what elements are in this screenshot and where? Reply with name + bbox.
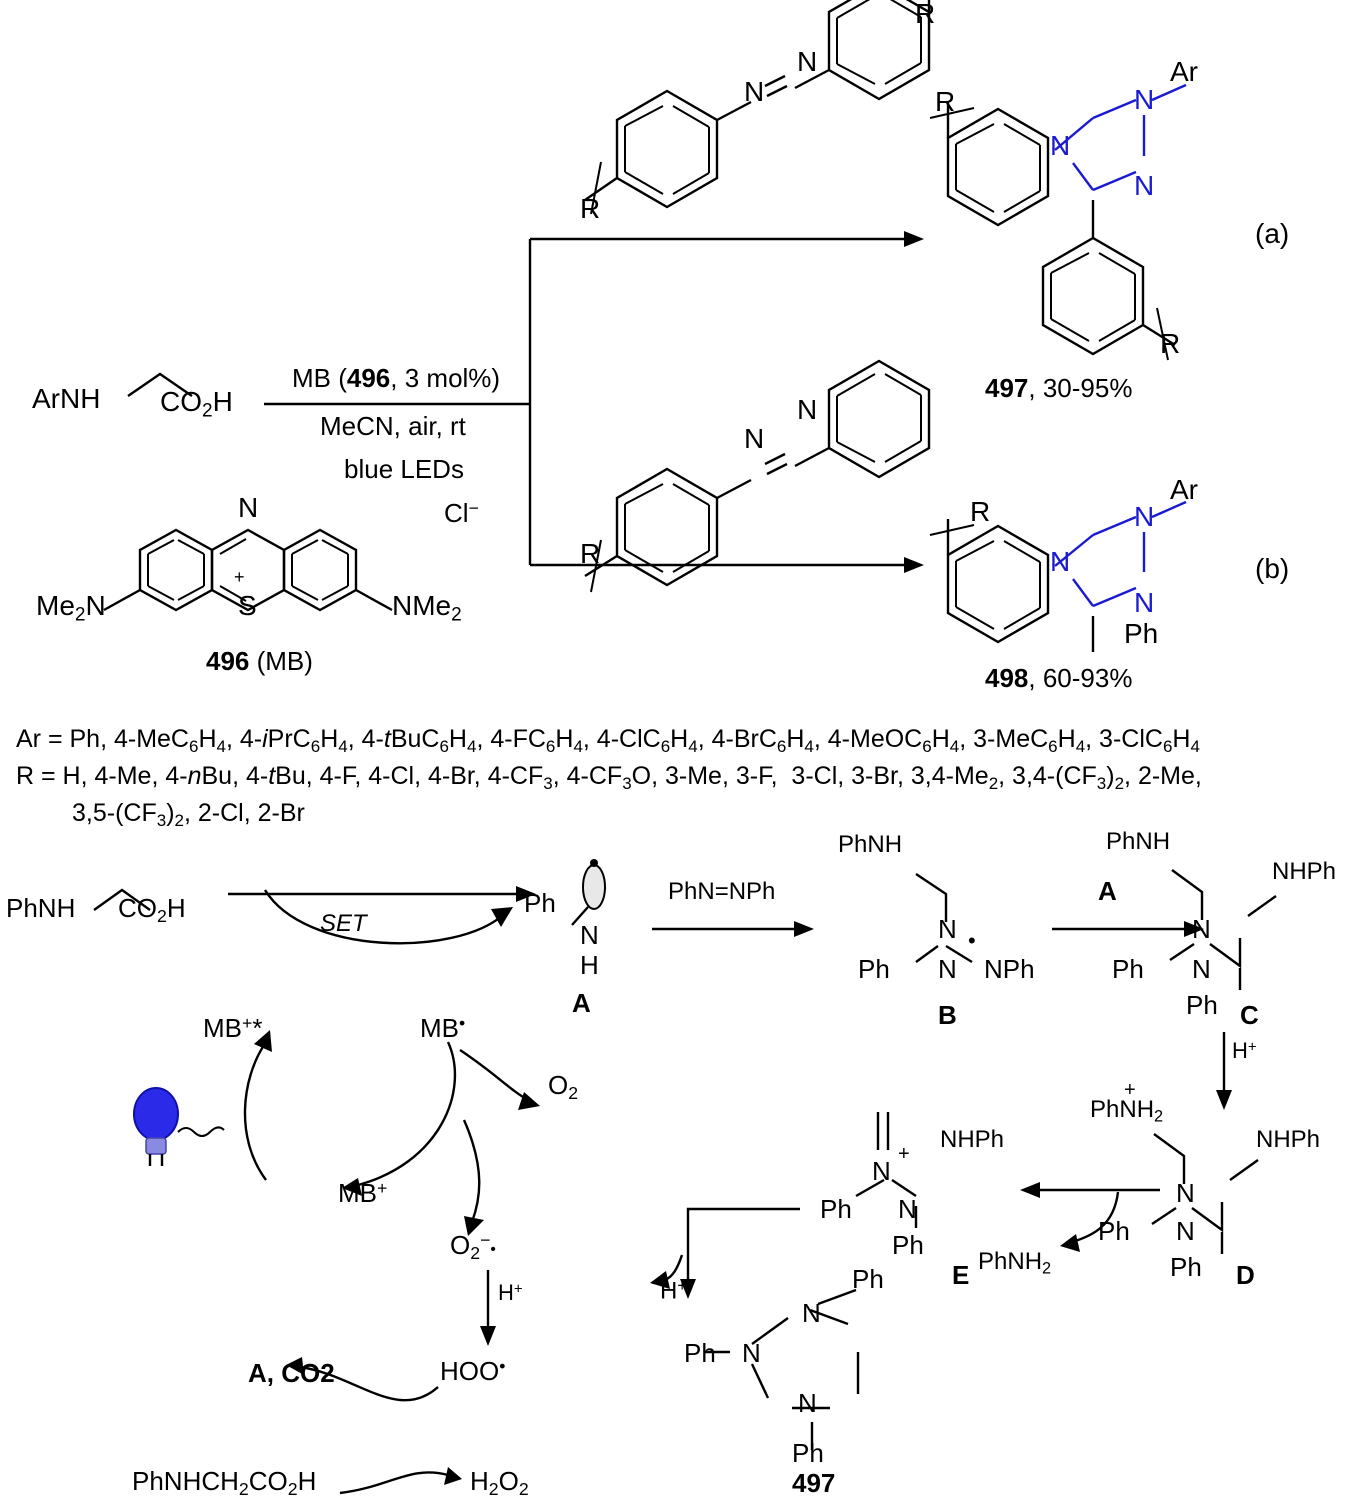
mech-start-phnh: PhNH [6, 893, 76, 923]
legend-r-line1: R = H, 4-Me, 4-nBu, 4-tBu, 4-F, 4-Cl, 4-Br, $4-CF_3$, $4-CF_3O$, 3-Me, 3-F, 3-Cl, 3-Br, $3,4-Me_2$, $3,4-(CF_3)_2$, 2-Me, [16, 761, 1202, 793]
mech-proton-loss-label: H+ [660, 1277, 687, 1305]
mech-step-C-to-D-label: H+ [1232, 1038, 1257, 1063]
reagent-a-n2: N [797, 46, 818, 77]
mech-D-top-left: PhNH$_2$ [1090, 1096, 1164, 1126]
mech-B-n-bottom: N [938, 954, 957, 984]
mech-B-label: B [938, 1000, 957, 1030]
substituent-legend [16, 722, 1336, 833]
product-497-structure [930, 56, 1260, 370]
catalyst-ring-n: N [238, 492, 259, 523]
reagent-b-n2: N [797, 394, 818, 425]
product-497-n-left: N [1050, 130, 1071, 161]
mech-product-n-bottom: N [798, 1388, 817, 1418]
mech-D-top-right: NHPh [1256, 1126, 1321, 1153]
reagent-azobenzene-a [555, 10, 975, 240]
product-498-n-top: N [1134, 501, 1155, 532]
mech-C-n2: N [1192, 954, 1211, 984]
catalyst-left-nme2: $Me_2N$ [36, 590, 106, 626]
mech-E-n-plus: N [872, 1156, 891, 1186]
mech-C-ph-bottom: Ph [1186, 990, 1218, 1020]
mech-step-D-to-E-label: PhNH$_2$ [978, 1248, 1052, 1278]
cycle-oxygen: $O_2$ [548, 1070, 579, 1103]
mech-product-n-left: N [742, 1338, 761, 1368]
mech-D-label: D [1236, 1260, 1255, 1290]
mech-A-h: H [580, 950, 599, 980]
mech-step-B-to-C-label: A [1098, 876, 1117, 906]
cycle-hydroperoxyl: HOO• [440, 1356, 506, 1386]
mech-B-nph: NPh [984, 954, 1035, 984]
substrate-co2h: $CO_2H$ [160, 386, 233, 422]
mech-A-label: A [572, 988, 591, 1018]
mech-product-label: 497 [792, 1468, 836, 1497]
catalyst-right-nme2: NMe$_2$ [392, 590, 462, 626]
cycle-proton-label: H+ [498, 1280, 523, 1305]
mech-product-ph-top: Ph [852, 1264, 884, 1294]
product-497-n-top: N [1134, 84, 1155, 115]
mech-A-radical-lobe [510, 855, 630, 965]
conditions-line2: MeCN, air, rt [320, 411, 466, 441]
conditions-line1: MB (496, 3 mol%) [292, 363, 501, 393]
reagent-b-n1: N [744, 423, 765, 454]
product-498-r: R [970, 496, 991, 527]
cycle-products-left: A, CO2 [248, 1358, 335, 1388]
mech-E-plus: + [898, 1143, 910, 1165]
cycle-excited-species: MB+* [203, 1013, 263, 1043]
product-497-r-top: R [935, 86, 956, 117]
product-497-n-bottom: N [1134, 170, 1155, 201]
branch-a-tag: (a) [1255, 218, 1290, 249]
substrate-arnh: ArNH [32, 383, 101, 414]
catalyst-label: 496 (MB) [206, 646, 313, 676]
mech-E-label: E [952, 1260, 970, 1290]
mech-set-label: SET [320, 910, 367, 937]
mech-D-ph-left: Ph [1098, 1216, 1130, 1246]
product-498-n-left: N [1050, 546, 1071, 577]
reagent-a-r-bottom: R [580, 193, 601, 224]
mech-C-top-right: NHPh [1272, 858, 1337, 885]
cycle-byproduct: $H_2O_2$ [470, 1466, 529, 1497]
mech-product-n-top: N [802, 1298, 821, 1328]
mech-product-ph-bottom: Ph [792, 1438, 824, 1468]
mech-step-A-to-B-label: PhN=NPh [668, 878, 776, 905]
cycle-cation-species: MB+ [338, 1178, 388, 1208]
mech-C-ph-left: Ph [1112, 954, 1144, 984]
conditions-line3: blue LEDs [344, 454, 464, 484]
mech-C-label: C [1240, 1000, 1259, 1030]
reagent-a-n1: N [744, 76, 765, 107]
product-497-label: 497, 30-95% [985, 373, 1133, 403]
reagent-b-r: R [580, 538, 601, 569]
mech-product-ph-left: Ph [684, 1338, 716, 1368]
cycle-superoxide: $O_2^-•$ [450, 1230, 496, 1263]
cycle-substrate-bottom: $PhNHCH_2CO_2H$ [132, 1466, 317, 1497]
mech-B-n-top: N [938, 914, 957, 944]
mech-start-co2h: $CO_2H$ [118, 893, 186, 926]
substrate-bonds [0, 0, 260, 430]
mech-E-n2: N [898, 1194, 917, 1224]
mech-B-top: PhNH [838, 831, 903, 858]
mech-arrow-A-to-B [650, 915, 830, 945]
legend-ar-line: Ar = Ph, $4-MeC_6H_4$, $4-iPrC_6H_4$, $4-tBuC_6H_4$, $4-FC_6H_4$, $4-ClC_6H_4$, $4-BrC_6H_4$, $4-MeOC_6H_4$, $3-MeC_6H_4$, $3-ClC_6H_4$ [16, 725, 1200, 756]
mech-B-radical-dot: • [968, 928, 976, 953]
product-498-ph: Ph [1124, 618, 1159, 649]
mech-C-top-left: PhNH [1106, 828, 1171, 855]
mech-A-ph: Ph [524, 888, 556, 918]
reagent-azobenzene-b [555, 380, 975, 580]
cycle-radical-species: MB• [420, 1013, 466, 1043]
mech-E-ph-bottom: Ph [892, 1230, 924, 1260]
product-498-ar: Ar [1170, 474, 1198, 505]
mech-D-n2: N [1176, 1216, 1195, 1246]
product-497-ar: Ar [1170, 56, 1198, 87]
catalyst-counterion: Cl− [444, 498, 479, 528]
product-497-r-bottom: R [1160, 328, 1181, 359]
lamp-icon [120, 1080, 240, 1190]
product-498-label: 498, 60-93% [985, 663, 1133, 693]
mech-E-ph-left: Ph [820, 1194, 852, 1224]
legend-r-line2: $3,5-(CF_3)_2$, 2-Cl, 2-Br [72, 798, 305, 830]
mech-C-n1: N [1192, 914, 1211, 944]
catalyst-ring-s: S [238, 590, 257, 621]
mech-D-ph-bottom: Ph [1170, 1252, 1202, 1282]
catalyst-charge: + [234, 567, 245, 587]
mech-E-nhph: NHPh [940, 1126, 1005, 1153]
mech-B-ph-left: Ph [858, 954, 890, 984]
mech-D-plus: + [1124, 1079, 1136, 1101]
mech-D-n1: N [1176, 1178, 1195, 1208]
branch-b-tag: (b) [1255, 553, 1290, 584]
reagent-a-r-top: R [915, 0, 936, 29]
mech-A-n: N [580, 920, 599, 950]
product-498-n-bottom: N [1134, 587, 1155, 618]
